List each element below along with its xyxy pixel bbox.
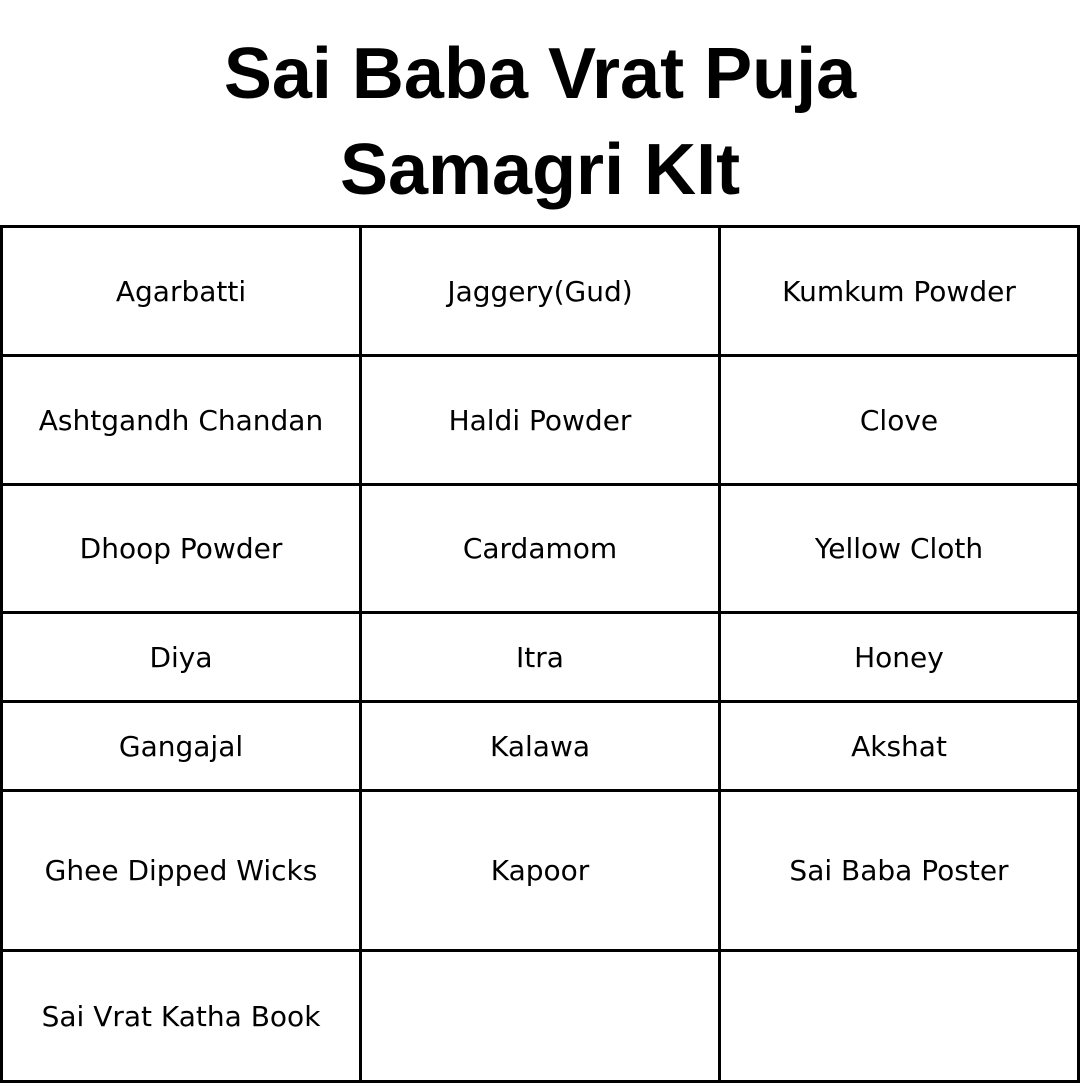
item-cell: Diya: [2, 613, 361, 702]
page-title: [0, 26, 1080, 218]
item-cell: Cardamom: [361, 485, 720, 613]
item-cell: Jaggery(Gud): [361, 227, 720, 356]
empty-cell: [720, 951, 1079, 1082]
empty-cell: [361, 951, 720, 1082]
item-cell: Sai Vrat Katha Book: [2, 951, 361, 1082]
item-cell: Dhoop Powder: [2, 485, 361, 613]
table-row: [2, 227, 1079, 356]
item-cell: Kapoor: [361, 791, 720, 951]
table-row: [2, 485, 1079, 613]
table-row: [2, 791, 1079, 951]
item-cell: Kumkum Powder: [720, 227, 1079, 356]
item-cell: Ashtgandh Chandan: [2, 356, 361, 485]
item-cell: Clove: [720, 356, 1079, 485]
table-row: [2, 613, 1079, 702]
table-row: [2, 951, 1079, 1082]
item-cell: Gangajal: [2, 702, 361, 791]
samagri-table: [0, 225, 1080, 1083]
item-cell: Kalawa: [361, 702, 720, 791]
item-cell: Haldi Powder: [361, 356, 720, 485]
table-row: [2, 356, 1079, 485]
item-cell: Honey: [720, 613, 1079, 702]
item-cell: Agarbatti: [2, 227, 361, 356]
item-cell: Yellow Cloth: [720, 485, 1079, 613]
title-line-2: Samagri KIt: [339, 130, 741, 210]
item-cell: Akshat: [720, 702, 1079, 791]
title-line-1: Sai Baba Vrat Puja: [223, 34, 857, 114]
table-row: [2, 702, 1079, 791]
item-cell: Itra: [361, 613, 720, 702]
item-cell: Ghee Dipped Wicks: [2, 791, 361, 951]
item-cell: Sai Baba Poster: [720, 791, 1079, 951]
